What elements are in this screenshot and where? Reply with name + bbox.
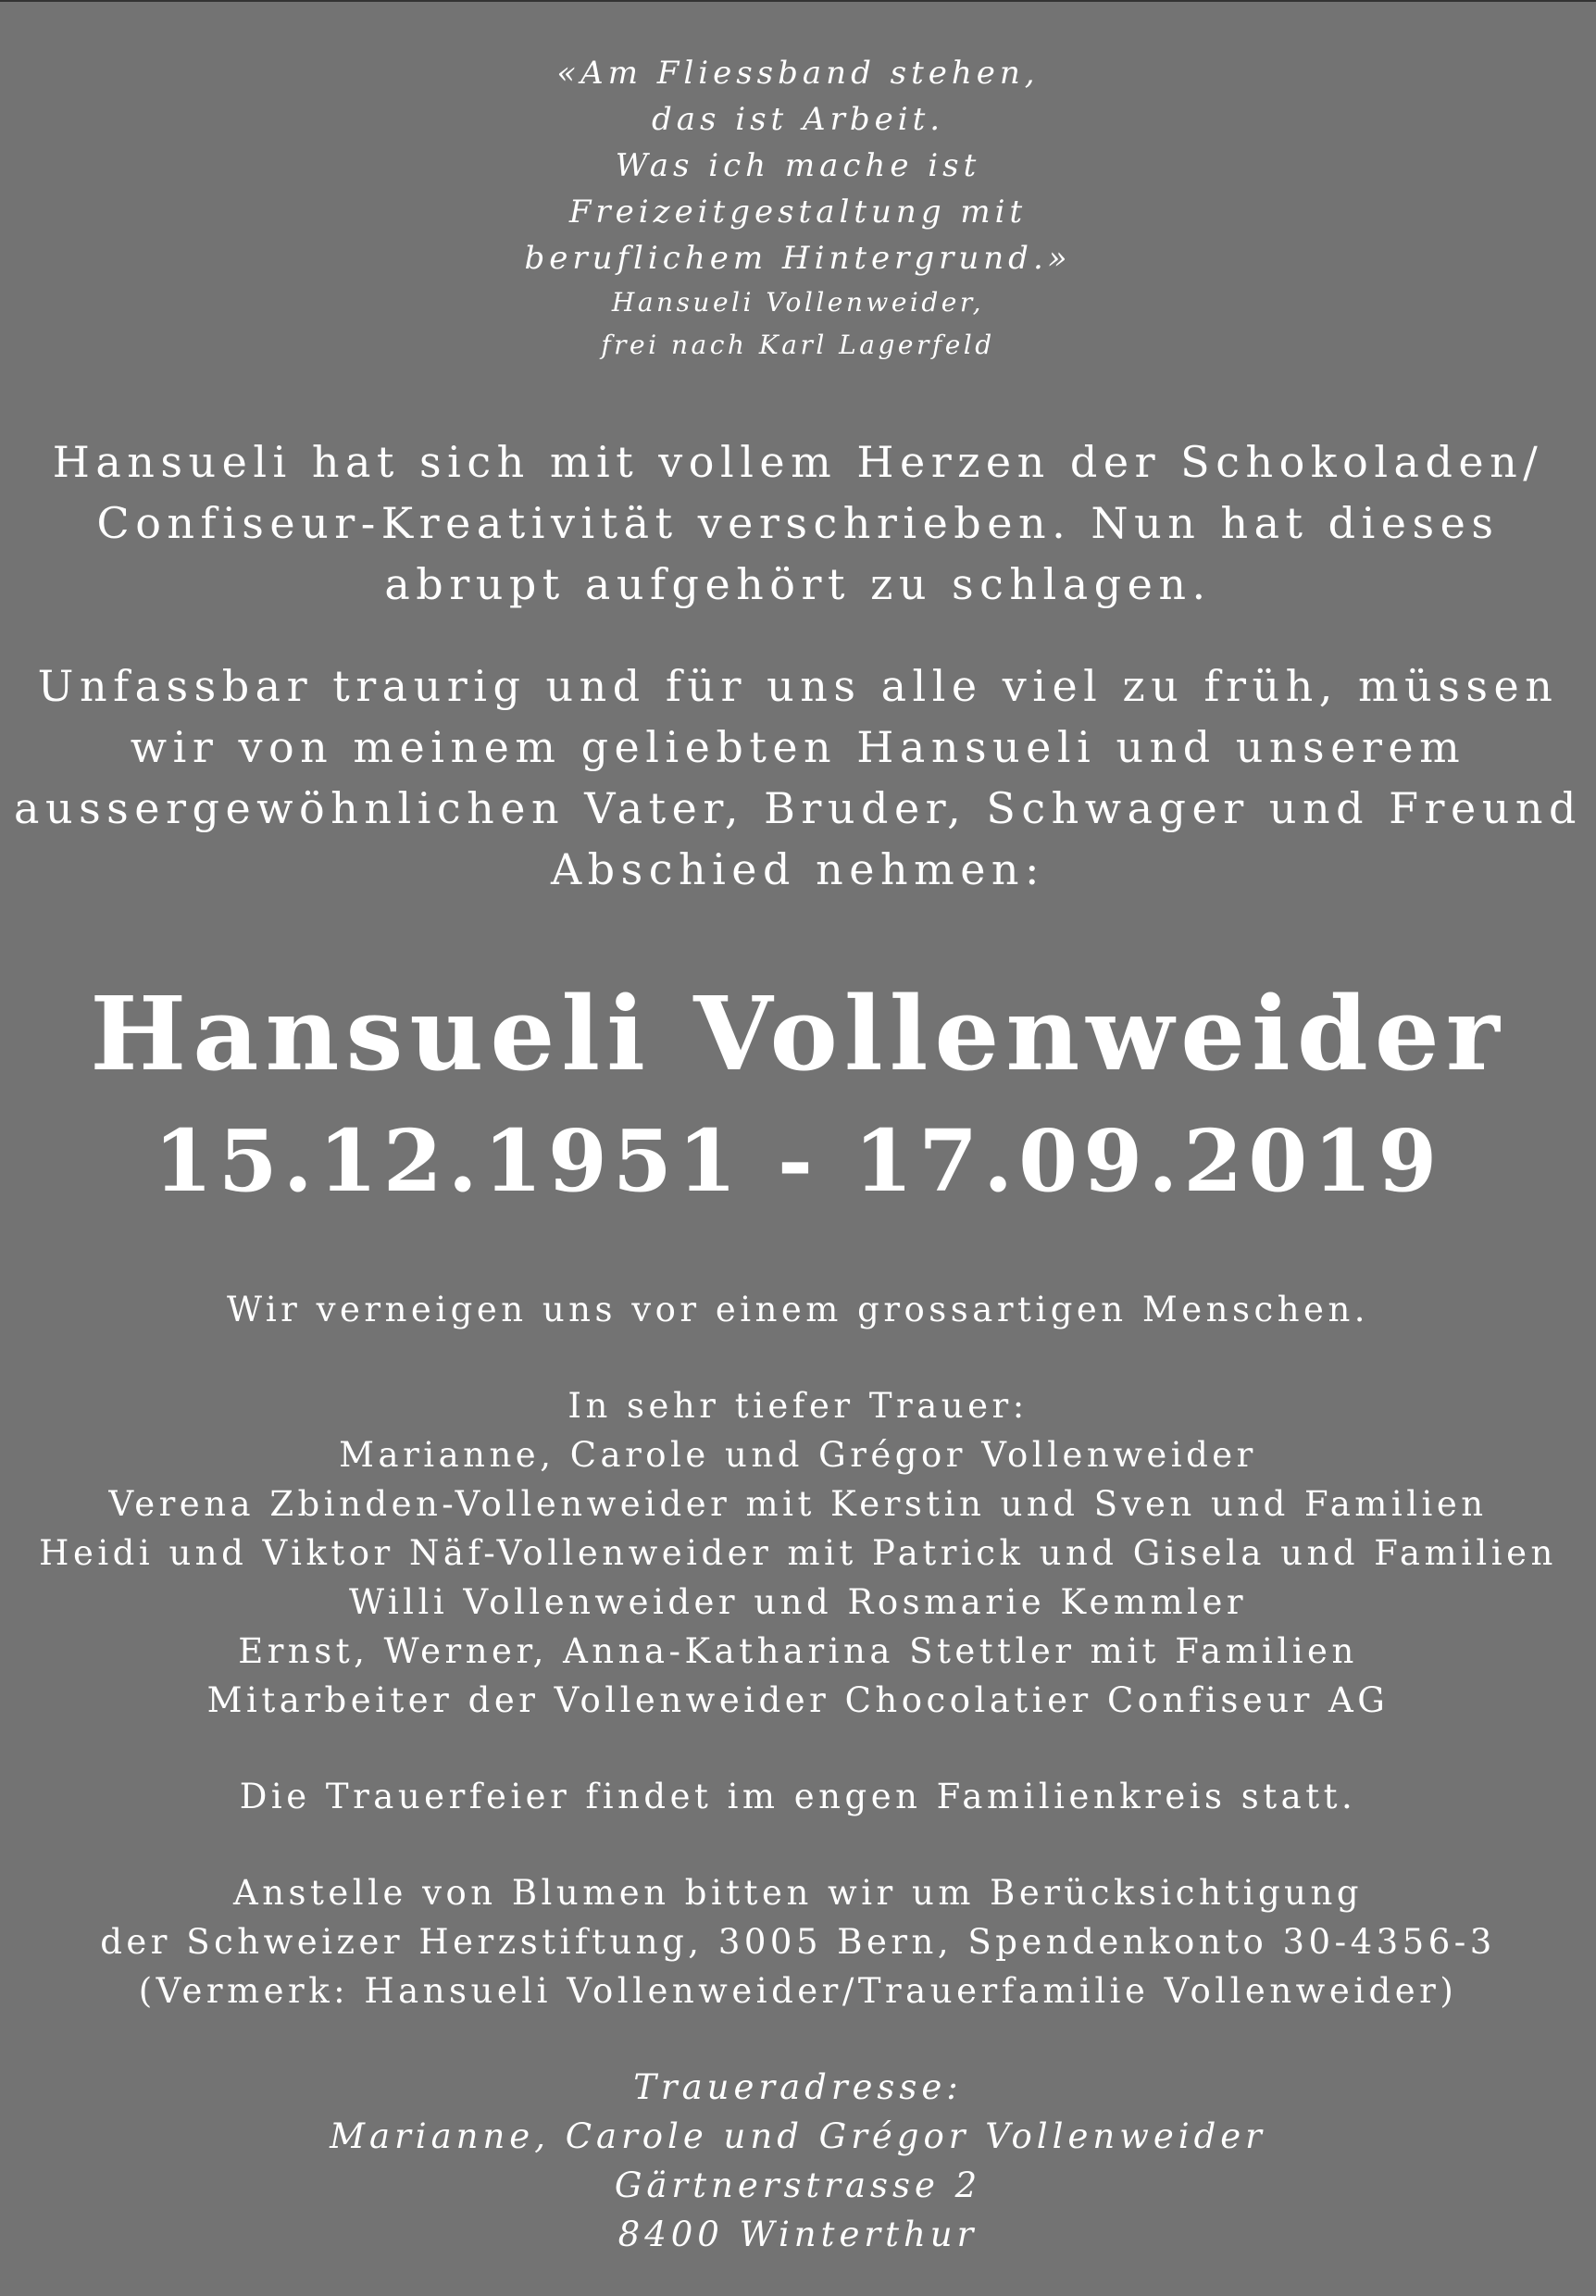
intro-line: aussergewöhnlichen Vater, Bruder, Schwager und Freund bbox=[14, 783, 1582, 833]
motto-line: «Am Fliessband stehen, bbox=[556, 55, 1040, 92]
intro-line: abrupt aufgehört zu schlagen. bbox=[384, 559, 1212, 609]
mourner-entry: Mitarbeiter der Vollenweider Chocolatier Confiseur AG bbox=[206, 1680, 1390, 1720]
address-heading: Traueradresse: bbox=[633, 2067, 963, 2107]
intro-paragraph-1 bbox=[0, 431, 1596, 615]
address-line: Gärtnerstrasse 2 bbox=[614, 2165, 982, 2205]
intro-line: wir von meinem geliebten Hansueli und unserem bbox=[130, 722, 1466, 772]
motto-attribution: frei nach Karl Lagerfeld bbox=[601, 330, 995, 360]
life-dates: 15.12.1951 - 17.09.2019 bbox=[153, 1111, 1443, 1211]
motto-quote bbox=[0, 50, 1596, 367]
mourner-entry: Verena Zbinden-Vollenweider mit Kerstin und Sven und Familien bbox=[108, 1484, 1488, 1524]
tribute-line: Wir verneigen uns vor einem grossartigen Menschen. bbox=[226, 1290, 1370, 1329]
address-line: 8400 Winterthur bbox=[617, 2215, 979, 2254]
intro-paragraph-2 bbox=[0, 655, 1596, 900]
motto-line: Freizeitgestaltung mit bbox=[568, 193, 1028, 231]
intro-line: Abschied nehmen: bbox=[550, 844, 1046, 894]
donation-note bbox=[0, 1868, 1596, 2015]
intro-line: Unfassbar traurig und für uns alle viel zu früh, müssen bbox=[37, 661, 1559, 711]
donation-line: (Vermerk: Hansueli Vollenweider/Trauerfamilie Vollenweider) bbox=[138, 1971, 1458, 2011]
motto-line: beruflichem Hintergrund.» bbox=[524, 240, 1072, 277]
intro-line: Confiseur-Kreativität verschrieben. Nun hat dieses bbox=[96, 498, 1500, 548]
mourner-entry: Willi Vollenweider und Rosmarie Kemmler bbox=[348, 1582, 1248, 1622]
mourners-list bbox=[0, 1381, 1596, 1725]
address-line: Marianne, Carole und Grégor Vollenweider bbox=[330, 2116, 1266, 2156]
motto-line: das ist Arbeit. bbox=[651, 101, 945, 138]
motto-attribution: Hansueli Vollenweider, bbox=[611, 287, 985, 318]
donation-line: der Schweizer Herzstiftung, 3005 Bern, Spendenkonto 30-4356-3 bbox=[100, 1922, 1496, 1962]
donation-line: Anstelle von Blumen bitten wir um Berücksichtigung bbox=[232, 1873, 1364, 1913]
mourners-heading: In sehr tiefer Trauer: bbox=[567, 1386, 1029, 1426]
mourner-entry: Heidi und Viktor Näf-Vollenweider mit Patrick und Gisela und Familien bbox=[39, 1533, 1557, 1573]
intro-line: Hansueli hat sich mit vollem Herzen der Schokoladen/ bbox=[52, 437, 1544, 487]
mourning-address bbox=[0, 2063, 1596, 2259]
mourner-entry: Ernst, Werner, Anna-Katharina Stettler mit Familien bbox=[238, 1631, 1358, 1671]
deceased-name: Hansueli Vollenweider bbox=[90, 974, 1506, 1093]
motto-line: Was ich mache ist bbox=[615, 147, 981, 184]
mourner-entry: Marianne, Carole und Grégor Vollenweider bbox=[339, 1435, 1257, 1475]
funeral-note: Die Trauerfeier findet im engen Familienkreis statt. bbox=[239, 1777, 1357, 1816]
